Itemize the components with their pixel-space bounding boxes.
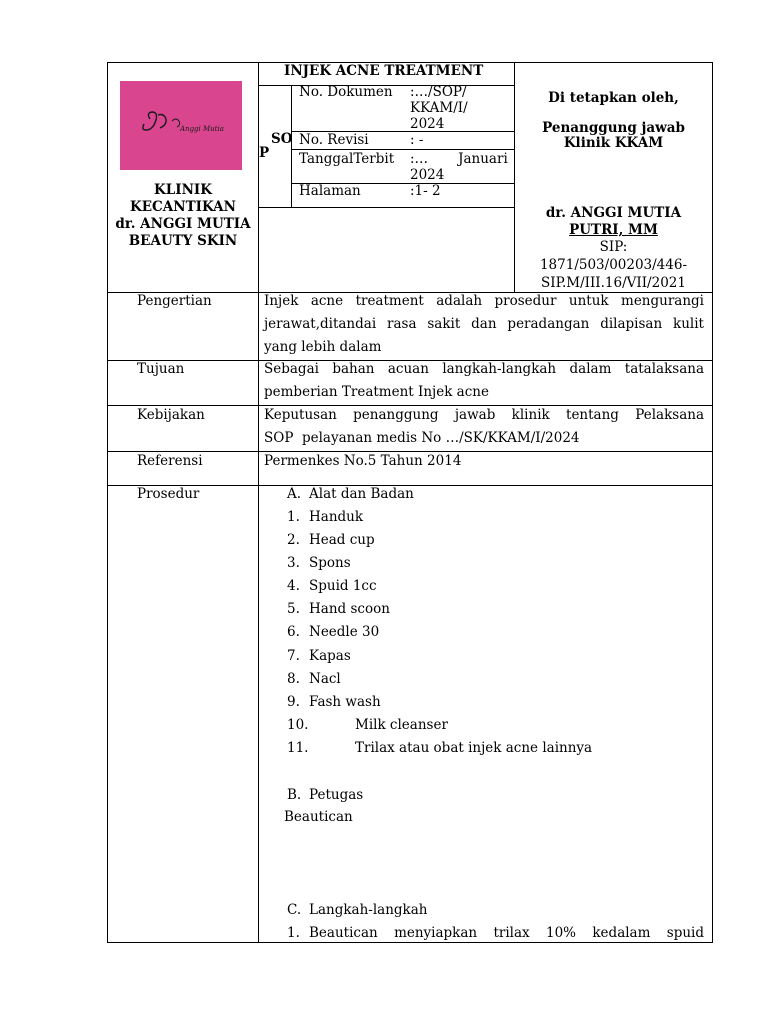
step-num: 1.: [287, 925, 300, 941]
clinic-name-line-2: KECANTIKAN: [130, 199, 236, 215]
section-c-title: Langkah-langkah: [309, 902, 428, 918]
approval-line-2: Penanggung jawab: [542, 120, 685, 136]
clinic-name-line-4: BEAUTY SKIN: [128, 233, 238, 249]
section-b-value: Beautican: [284, 809, 353, 825]
list-item: Nacl: [309, 671, 341, 687]
list-item-num: 9.: [287, 694, 300, 710]
list-item-num: 6.: [287, 624, 300, 640]
field-value-dokumen-1: :…/SOP/: [410, 84, 467, 100]
field-value-revisi: : -: [410, 132, 424, 148]
row-text-pengertian-2: jerawat,ditandai rasa sakit dan peradangan dilapisan kulit: [264, 316, 704, 332]
row-label-kebijakan: Kebijakan: [137, 407, 205, 423]
sop-label-2: P: [259, 145, 270, 161]
row-text-referensi: Permenkes No.5 Tahun 2014: [264, 453, 462, 469]
list-item-num: 2.: [287, 532, 300, 548]
list-item-num: 11.: [287, 740, 309, 756]
rule-right: [712, 62, 713, 943]
list-item-num: 4.: [287, 578, 300, 594]
field-value-tanggal-1: :… Januari: [410, 151, 508, 167]
approver-name-2: PUTRI, MM: [569, 222, 658, 238]
list-item: Handuk: [309, 509, 364, 525]
field-label-halaman: Halaman: [299, 183, 361, 199]
field-label-dokumen: No. Dokumen: [299, 84, 393, 100]
row-text-pengertian-3: yang lebih dalam: [264, 339, 382, 355]
approval-line-1: Di tetapkan oleh,: [548, 90, 679, 106]
rule-field-4: [258, 207, 515, 208]
list-item: Spons: [309, 555, 351, 571]
section-b-marker: B.: [287, 787, 302, 803]
step-text: Beautican menyiapkan trilax 10% kedalam spuid: [309, 925, 704, 941]
approval-line-3: Klinik KKAM: [563, 135, 664, 151]
list-item-num: 3.: [287, 555, 300, 571]
svg-text:Anggi Mutia: Anggi Mutia: [180, 125, 224, 133]
sop-label-1: SO: [271, 131, 293, 147]
list-item-num: 10.: [287, 717, 309, 733]
row-label-prosedur: Prosedur: [137, 486, 200, 502]
field-value-halaman: :1- 2: [410, 183, 441, 199]
list-item-num: 1.: [287, 509, 300, 525]
sip-line-1: SIP:: [599, 239, 628, 255]
list-item: Head cup: [309, 532, 375, 548]
section-a-title: Alat dan Badan: [309, 486, 414, 502]
row-text-kebijakan-1: Keputusan penanggung jawab klinik tentang Pelaksana: [264, 407, 704, 423]
section-a-marker: A.: [287, 486, 302, 502]
list-item: Hand scoon: [309, 601, 390, 617]
row-text-kebijakan-2: SOP pelayanan medis No …/SK/KKAM/I/2024: [264, 430, 580, 446]
document-title: INJEK ACNE TREATMENT: [284, 63, 484, 79]
list-item: Spuid 1cc: [309, 578, 377, 594]
section-b-title: Petugas: [309, 787, 364, 803]
section-c-marker: C.: [287, 902, 302, 918]
sip-line-2: 1871/503/00203/446-: [539, 257, 688, 273]
field-value-tanggal-2: 2024: [410, 167, 445, 183]
list-item-num: 5.: [287, 601, 300, 617]
field-value-dokumen-3: 2024: [410, 116, 445, 132]
clinic-name-line-3: dr. ANGGI MUTIA: [115, 216, 251, 232]
list-item: Fash wash: [309, 694, 381, 710]
list-item: Milk cleanser: [355, 717, 448, 733]
field-value-dokumen-2: KKAM/I/: [410, 100, 468, 116]
row-label-pengertian: Pengertian: [137, 293, 212, 309]
rule-field-2: [291, 149, 515, 150]
row-text-tujuan-2: pemberian Treatment Injek acne: [264, 384, 489, 400]
list-item: Needle 30: [309, 624, 380, 640]
clinic-logo: [120, 81, 242, 170]
list-item: Trilax atau obat injek acne lainnya: [355, 740, 593, 756]
row-text-tujuan-1: Sebagai bahan acuan langkah-langkah dalam tatalaksana: [264, 361, 704, 377]
row-text-pengertian-1: Injek acne treatment adalah prosedur untuk mengurangi: [264, 293, 704, 309]
field-label-revisi: No. Revisi: [299, 132, 369, 148]
field-label-tanggal: TanggalTerbit: [299, 151, 395, 167]
list-item: Kapas: [309, 648, 351, 664]
sip-line-3: SIP.M/III.16/VII/2021: [541, 275, 686, 291]
list-item-num: 8.: [287, 671, 300, 687]
approver-name-1: dr. ANGGI MUTIA: [545, 205, 682, 221]
clinic-name-line-1: KLINIK: [154, 182, 212, 198]
row-label-tujuan: Tujuan: [137, 361, 185, 377]
row-label-referensi: Referensi: [137, 453, 203, 469]
list-item-num: 7.: [287, 648, 300, 664]
